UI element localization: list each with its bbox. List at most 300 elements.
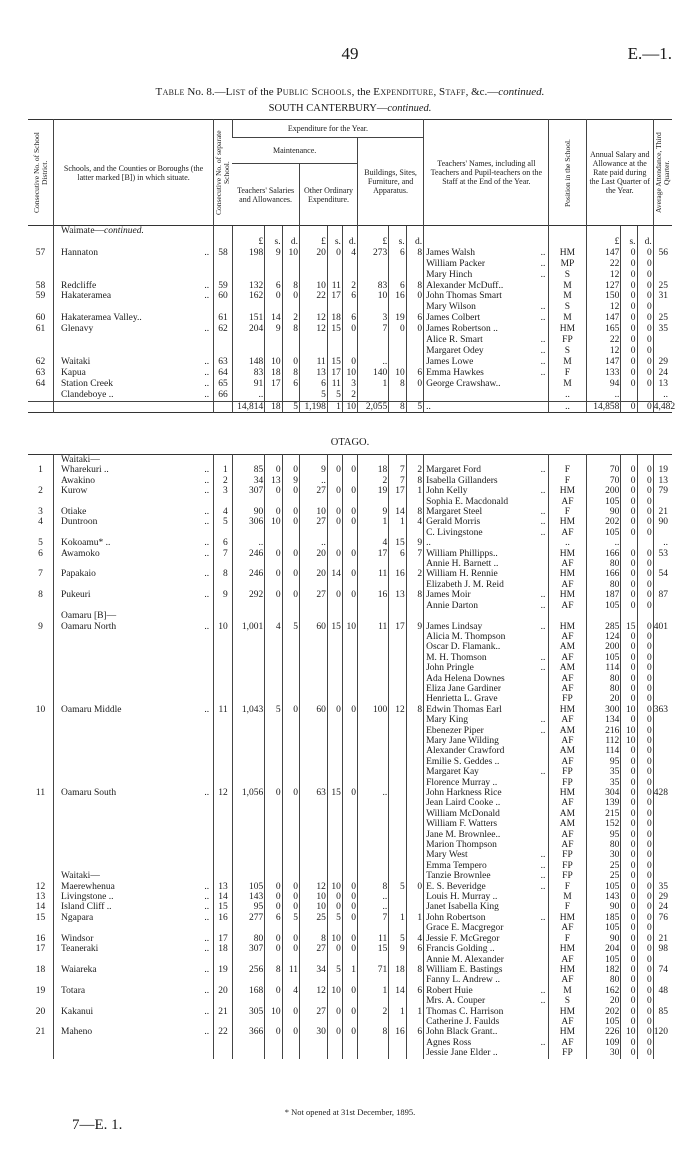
cell-other-pence: [342, 778, 357, 788]
cell-salaries-pence: [282, 934, 299, 944]
salary-pence-text: 0: [647, 746, 652, 757]
cell-attendance: [653, 569, 672, 579]
cell-other-pence: [342, 590, 357, 600]
cell-salaries-pence: [282, 455, 299, 466]
cell-salary-shillings: [621, 788, 637, 798]
salary-pence-text: 0: [647, 258, 652, 269]
cell-salaries-pence: [282, 965, 299, 975]
cell-district-no: [28, 455, 54, 466]
cell-salaries-pence: [282, 601, 299, 611]
other-shillings-text: 14: [331, 569, 341, 580]
cell-salaries-pounds: [232, 705, 264, 715]
other-shillings-text: 5: [336, 912, 341, 923]
cell-salaries-pounds: [232, 601, 264, 611]
cell-school-name: [54, 767, 214, 777]
cell-other-shillings: [327, 850, 342, 860]
leader-dots: ..: [204, 389, 210, 400]
cell-salaries-shillings: [265, 757, 282, 767]
attendance-text: 25: [658, 313, 668, 324]
cell-district-no: [28, 1038, 54, 1048]
cell-salaries-pounds: [232, 291, 264, 302]
salary-shillings-text: 0: [630, 756, 636, 767]
cell-salary-pence: [637, 1007, 653, 1017]
teacher-name-text: Alexander Crawford: [426, 746, 505, 757]
teacher-name-text: Grace E. Macgregor: [426, 923, 504, 934]
cell-buildings-pence: [406, 819, 423, 829]
cell-teacher-name: [424, 476, 549, 486]
other-shillings-text: 10: [331, 881, 341, 892]
cell-buildings-pounds: [357, 902, 388, 912]
cell-position: [549, 248, 586, 259]
school-name-text: Teaneraki: [61, 944, 99, 955]
cell-buildings-pounds: [357, 465, 388, 475]
cell-other-pence: [342, 642, 357, 652]
cell-salary-pence: [637, 580, 653, 590]
cell-teacher-name: [424, 517, 549, 527]
cell-salary-shillings: [621, 291, 637, 302]
salaries-pence-text: 0: [293, 465, 298, 476]
other-pence-text: 0: [351, 944, 356, 955]
cell-position: [549, 632, 586, 642]
salary-pounds-text: 112: [605, 735, 620, 746]
cell-school-name: [54, 497, 214, 507]
cell-district-no: [28, 357, 54, 368]
position-text: M: [563, 291, 572, 302]
cell-salary-pounds: [586, 684, 621, 694]
table-row: [28, 798, 672, 808]
cell-attendance: [653, 819, 672, 829]
position-text: HM: [559, 517, 576, 528]
cell-attendance: [653, 736, 672, 746]
cell-position: [549, 1048, 586, 1058]
cell-buildings-pounds: [357, 923, 388, 933]
cell-buildings-pence: [406, 746, 423, 756]
cell-salaries-pounds: [232, 248, 264, 259]
cell-other-pence: [342, 497, 357, 507]
leader-dots: ..: [540, 663, 546, 674]
region-heading-otago: OTAGO.: [330, 437, 370, 448]
cell-buildings-pounds: [357, 726, 388, 736]
buildings-shillings-text: 9: [399, 944, 405, 955]
cell-other-pounds: [299, 674, 327, 684]
teacher-name-text: James Robertson ..: [426, 324, 498, 335]
teacher-name-text: John Thomas Smart: [426, 291, 502, 302]
salary-pence-text: 0: [647, 788, 652, 798]
cell-salaries-pence: [282, 291, 299, 302]
cell-other-shillings: [327, 819, 342, 829]
cell-buildings-shillings: [389, 291, 406, 302]
cell-buildings-pounds: [357, 549, 388, 559]
table-row: [28, 237, 672, 248]
cell-buildings-pence: [406, 357, 423, 368]
cell-buildings-shillings: [389, 934, 406, 944]
cell-attendance: [653, 324, 672, 335]
cell-teacher-name: [424, 401, 549, 413]
cell-school-name: [54, 882, 214, 892]
cell-school-name: [54, 486, 214, 496]
cell-district-no: [28, 715, 54, 725]
leader-dots: ..: [540, 996, 546, 1007]
cell-salaries-pounds: [232, 850, 264, 860]
teacher-name-text: Alice R. Smart: [426, 335, 483, 346]
other-pounds-text: 60: [316, 621, 326, 632]
cell-salaries-pence: [282, 798, 299, 808]
cell-other-shillings: [327, 965, 342, 975]
other-pence-text: 2: [351, 280, 356, 291]
cell-teacher-name: [424, 291, 549, 302]
other-shillings-text: 15: [331, 356, 341, 367]
cell-salary-pence: [637, 736, 653, 746]
cell-other-pounds: [299, 601, 327, 611]
school-name-text: Duntroon: [61, 517, 98, 528]
leader-dots: ..: [540, 258, 546, 269]
cell-position: [549, 237, 586, 248]
cell-salary-pence: [637, 455, 653, 466]
salary-shillings-text: 0: [630, 324, 636, 335]
other-pounds-text: 27: [316, 517, 326, 528]
cell-buildings-shillings: [389, 379, 406, 390]
position-text: F: [564, 902, 571, 913]
cell-position: [549, 694, 586, 704]
table-row: [28, 871, 672, 881]
cell-salary-shillings: [621, 913, 637, 923]
cell-position: [549, 611, 586, 621]
table-row: [28, 757, 672, 767]
cell-district-no: [28, 705, 54, 715]
cell-position: [549, 379, 586, 390]
cell-teacher-name: [424, 955, 549, 965]
cell-other-shillings: [327, 379, 342, 390]
teacher-name-text: Mrs. A. Couper: [426, 996, 486, 1007]
school-no-text: 11: [218, 704, 228, 715]
salaries-pence-text: 9: [293, 475, 298, 486]
cell-salary-pounds: [586, 528, 621, 538]
buildings-pence-text: 8: [417, 704, 423, 715]
cell-school-no: [214, 663, 233, 673]
cell-salaries-pence: [282, 1007, 299, 1017]
other-shillings-text: 10: [331, 933, 341, 944]
cell-salary-pounds: [586, 778, 621, 788]
salaries-pence-text: d.: [290, 236, 298, 247]
table-row: [28, 538, 672, 548]
cell-salaries-shillings: [265, 840, 282, 850]
cell-salary-shillings: [621, 324, 637, 335]
buildings-shillings-text: 6: [399, 548, 405, 559]
cell-district-no: [28, 368, 54, 379]
salary-shillings-text: 0: [630, 302, 636, 313]
cell-buildings-pounds: [357, 767, 388, 777]
cell-salaries-pence: [282, 497, 299, 507]
leader-dots: ..: [540, 486, 546, 497]
cell-other-pounds: [299, 1027, 327, 1037]
cell-position: [549, 934, 586, 944]
cell-buildings-pence: [406, 902, 423, 912]
salary-pounds-text: 22: [609, 335, 620, 346]
cell-position: [549, 455, 586, 466]
salary-shillings-text: 0: [630, 269, 636, 280]
cell-salaries-pounds: [232, 726, 264, 736]
cell-other-shillings: [327, 1027, 342, 1037]
cell-salaries-pounds: [232, 871, 264, 881]
cell-salaries-pence: [282, 944, 299, 954]
other-pounds-text: 27: [316, 944, 326, 955]
salaries-shillings-text: 0: [275, 944, 281, 955]
buildings-shillings-text: 12: [395, 704, 405, 715]
cell-attendance: [653, 663, 672, 673]
cell-school-name: [54, 778, 214, 788]
school-no-text: 8: [222, 569, 228, 580]
cell-other-pounds: [299, 871, 327, 881]
cell-salary-pence: [637, 944, 653, 954]
cell-salaries-pence: [282, 902, 299, 912]
school-name-text: Pukeuri: [61, 590, 91, 601]
cell-buildings-pence: [406, 975, 423, 985]
cell-school-no: [214, 590, 233, 600]
cell-salary-pounds: [586, 996, 621, 1006]
cell-salaries-pence: [282, 528, 299, 538]
leader-dots: ..: [204, 247, 210, 258]
leader-dots: ..: [204, 704, 210, 715]
table-row: [28, 379, 672, 390]
district-no-text: 1: [38, 465, 43, 476]
salary-shillings-text: 0: [630, 673, 636, 684]
cell-salaries-pence: [282, 357, 299, 368]
cell-school-no: [214, 1007, 233, 1017]
cell-other-pence: [342, 632, 357, 642]
cell-other-pounds: [299, 653, 327, 663]
other-pounds-text: 27: [316, 1006, 326, 1017]
salary-shillings-text: 0: [630, 985, 636, 996]
cell-position: [549, 819, 586, 829]
cell-other-pounds: [299, 497, 327, 507]
cell-buildings-pounds: [357, 632, 388, 642]
salary-shillings-text: 0: [630, 819, 636, 830]
position-text: AF: [561, 840, 574, 851]
cell-other-shillings: [327, 590, 342, 600]
cell-buildings-pounds: [357, 955, 388, 965]
buildings-shillings-text: 19: [395, 313, 405, 324]
cell-district-no: [28, 913, 54, 923]
leader-dots: ..: [204, 486, 210, 497]
cell-salaries-shillings: [265, 850, 282, 860]
cell-salaries-shillings: [265, 996, 282, 1006]
cell-other-shillings: [327, 559, 342, 569]
table-row: [28, 1038, 672, 1048]
cell-other-pence: [342, 934, 357, 944]
salaries-pence-text: 8: [293, 324, 298, 335]
cell-salaries-pounds: [232, 674, 264, 684]
cell-buildings-pounds: [357, 281, 388, 292]
cell-district-no: [28, 1048, 54, 1058]
cell-teacher-name: [424, 281, 549, 292]
cell-salary-shillings: [621, 237, 637, 248]
other-pounds-text: 63: [316, 788, 326, 798]
cell-other-pence: [342, 517, 357, 527]
cell-school-no: [214, 497, 233, 507]
attendance-text: ..: [663, 538, 668, 549]
teacher-name-text: Jessie F. McGregor: [426, 933, 500, 944]
cell-other-pounds: [299, 1048, 327, 1058]
salaries-pence-text: 0: [293, 590, 298, 601]
cell-school-name: [54, 715, 214, 725]
cell-school-name: [54, 840, 214, 850]
cell-attendance: [653, 357, 672, 368]
cell-other-pounds: [299, 694, 327, 704]
salaries-shillings-text: 0: [275, 291, 281, 302]
cell-other-shillings: [327, 248, 342, 259]
leader-dots: ..: [540, 313, 546, 324]
other-pence-text: 0: [351, 548, 356, 559]
cell-position: [549, 767, 586, 777]
cell-other-pence: [342, 913, 357, 923]
cell-salaries-pence: [282, 871, 299, 881]
cell-buildings-pence: [406, 913, 423, 923]
buildings-shillings-text: 13: [395, 590, 405, 601]
cell-salary-pence: [637, 663, 653, 673]
leader-dots: ..: [204, 1027, 210, 1038]
cell-salary-pounds: [586, 809, 621, 819]
cell-attendance: [653, 580, 672, 590]
cell-other-pence: [342, 1027, 357, 1037]
cell-other-shillings: [327, 809, 342, 819]
cell-buildings-pence: [406, 1007, 423, 1017]
cell-attendance: [653, 850, 672, 860]
cell-salary-shillings: [621, 871, 637, 881]
cell-salary-shillings: [621, 705, 637, 715]
cell-attendance: [653, 368, 672, 379]
salary-pence-text: 0: [647, 975, 652, 986]
cell-attendance: [653, 559, 672, 569]
attendance-text: ..: [663, 389, 668, 400]
attendance-text: 21: [658, 507, 668, 518]
cell-salary-pence: [637, 996, 653, 1006]
salary-pounds-text: 166: [605, 548, 620, 559]
cell-teacher-name: [424, 923, 549, 933]
other-pounds-text: 10: [316, 507, 326, 518]
cell-other-pence: [342, 368, 357, 379]
cell-other-pounds: [299, 390, 327, 401]
cell-attendance: [653, 882, 672, 892]
salaries-shillings-text: 0: [275, 465, 281, 476]
cell-teacher-name: [424, 455, 549, 466]
cell-school-name: [54, 871, 214, 881]
salary-pounds-text: 200: [605, 642, 620, 653]
cell-salaries-shillings: [265, 892, 282, 902]
cell-other-shillings: [327, 528, 342, 538]
cell-salary-shillings: [621, 986, 637, 996]
cell-position: [549, 913, 586, 923]
leader-dots: ..: [540, 652, 546, 663]
cell-other-shillings: [327, 517, 342, 527]
cell-school-no: [214, 248, 233, 259]
salary-shillings-text: 0: [630, 527, 636, 538]
cell-buildings-pence: [406, 809, 423, 819]
buildings-pounds-text: 71: [377, 964, 388, 975]
cell-salaries-pence: [282, 390, 299, 401]
cell-district-no: [28, 497, 54, 507]
cell-salary-pounds: [586, 632, 621, 642]
cell-teacher-name: [424, 486, 549, 496]
salary-pence-text: 0: [647, 663, 652, 674]
cell-salary-pence: [637, 248, 653, 259]
leader-dots: ..: [540, 302, 546, 313]
cell-salary-pounds: [586, 559, 621, 569]
cell-salaries-shillings: [265, 809, 282, 819]
salary-shillings-text: 0: [630, 788, 636, 798]
table-row: [28, 517, 672, 527]
cell-other-pence: [342, 580, 357, 590]
cell-buildings-pence: [406, 455, 423, 466]
table-row: [28, 653, 672, 663]
cell-buildings-shillings: [389, 746, 406, 756]
teacher-name-text: Emma Hawkes: [426, 367, 484, 378]
cell-teacher-name: [424, 270, 549, 281]
cell-other-pence: [342, 663, 357, 673]
cell-salaries-shillings: [265, 390, 282, 401]
salary-shillings-text: 0: [630, 1037, 636, 1048]
cell-school-no: [214, 642, 233, 652]
salary-shillings-text: 0: [630, 663, 636, 674]
cell-salaries-pence: [282, 726, 299, 736]
cell-salaries-pounds: [232, 840, 264, 850]
cell-salary-pounds: [586, 226, 621, 237]
position-text: HM: [559, 548, 576, 559]
cell-school-name: [54, 601, 214, 611]
cell-other-pence: [342, 622, 357, 632]
cell-school-no: [214, 538, 233, 548]
teacher-name-text: Florence Murray ..: [426, 777, 498, 788]
salary-shillings-text: 0: [630, 247, 636, 258]
salary-pence-text: 0: [647, 777, 652, 788]
salary-shillings-text: 0: [630, 860, 636, 871]
position-text: FP: [562, 871, 573, 882]
salaries-pence-text: 0: [293, 788, 298, 798]
cell-salary-shillings: [621, 882, 637, 892]
buildings-shillings-text: 0: [399, 324, 405, 335]
cell-other-pounds: [299, 715, 327, 725]
district-no-text: 6: [38, 548, 43, 559]
cell-buildings-pounds: [357, 622, 388, 632]
position-text: M: [563, 356, 572, 367]
leader-dots: ..: [204, 291, 210, 302]
cell-salary-pounds: [586, 1007, 621, 1017]
school-no-text: 9: [222, 590, 228, 601]
cell-salaries-shillings: [265, 1017, 282, 1027]
cell-salary-shillings: [621, 632, 637, 642]
other-pounds-text: 22: [316, 291, 326, 302]
other-pounds-text: 25: [316, 912, 326, 923]
leader-dots: ..: [204, 517, 210, 528]
other-pounds-text: 11: [316, 356, 326, 367]
cell-attendance: [653, 840, 672, 850]
leader-dots: ..: [204, 788, 210, 798]
other-pounds-text: 27: [316, 486, 326, 497]
salary-pounds-text: 216: [605, 725, 620, 736]
salaries-shillings-text: 0: [275, 507, 281, 518]
cell-buildings-shillings: [389, 281, 406, 292]
district-no-text: 7: [38, 569, 43, 580]
attendance-text: 29: [658, 356, 668, 367]
cell-salaries-pounds: [232, 528, 264, 538]
table-row: [28, 455, 672, 466]
salary-pounds-text: 105: [605, 954, 620, 965]
cell-other-pounds: [299, 861, 327, 871]
cell-school-no: [214, 788, 233, 798]
cell-salaries-shillings: [265, 324, 282, 335]
cell-salary-pounds: [586, 871, 621, 881]
cell-salaries-pounds: [232, 694, 264, 704]
cell-teacher-name: [424, 379, 549, 390]
